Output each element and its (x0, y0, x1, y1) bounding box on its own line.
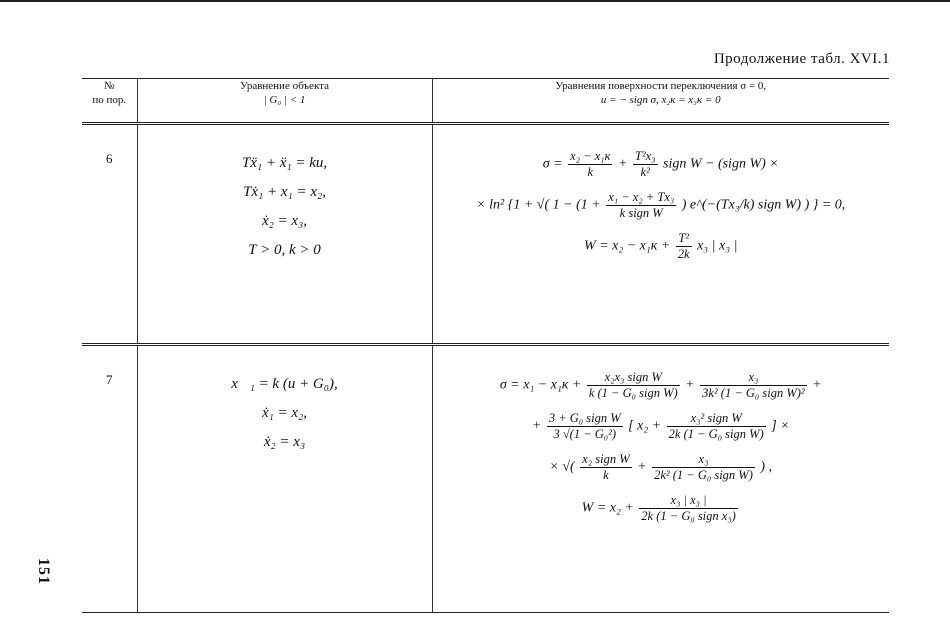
switch-line-2 (433, 411, 890, 442)
switch-line-2 (433, 190, 890, 221)
fraction-denominator: 2k (1 − G₀ sign W) (668, 427, 764, 441)
object-equations (137, 345, 432, 613)
fraction (606, 190, 676, 221)
switch-line-3 (433, 452, 890, 483)
table-continuation-label: Продолжение табл. XVI.1 (713, 51, 890, 67)
header-switch-line2: u = − sign σ, x₂к = x₃к = 0 (600, 94, 721, 106)
fraction-denominator: k (1 − G₀ sign W) (588, 386, 678, 400)
formula-text: + (812, 377, 822, 393)
header-switch-line1: Уравнения поверхности переключения σ = 0, (555, 80, 767, 92)
fraction-numerator: x₂x₃ sign W (587, 370, 680, 386)
formula-text: + (617, 156, 628, 172)
switching-equations (432, 124, 889, 345)
header-object-line2: | G₀ | < 1 (263, 94, 306, 106)
formula-text: σ = (542, 156, 563, 172)
fraction-denominator: 2k² (1 − G₀ sign W) (654, 468, 753, 482)
formula-text: σ = x₁ − x₁к + (499, 377, 582, 393)
fraction-numerator: 3 + G₀ sign W (548, 411, 621, 425)
object-equations (137, 124, 432, 345)
table-row (82, 124, 889, 345)
equations-table (82, 78, 889, 613)
fraction-denominator: k² (640, 165, 650, 179)
table-header-row (82, 79, 889, 124)
object-equation-line: Tẋ₁ + x₁ = x₂, (243, 184, 326, 200)
object-equation-line: T > 0, k > 0 (248, 242, 321, 258)
formula-text: W = x₂ − x₁к + (584, 238, 671, 254)
switch-line-1 (433, 370, 890, 401)
header-number-line2: по пор. (92, 94, 127, 106)
formula-text: [ x₂ + (628, 418, 662, 434)
formula-text: sign W − (sign W) × (663, 156, 779, 172)
object-equation-line: Tẍ₁ + ẍ₁ = ku, (241, 155, 328, 171)
switching-equations (432, 345, 889, 613)
formula-text: + (531, 418, 542, 434)
formula-text: × ln² {1 + √( 1 − (1 + (476, 197, 601, 213)
formula-text: + (685, 377, 695, 393)
fraction (652, 452, 755, 483)
switch-line-3 (433, 231, 890, 262)
object-equation-line: ẋ₂ = x₃, (261, 213, 308, 229)
formula-text: + (637, 459, 647, 475)
page-number: 151 (35, 558, 52, 585)
fraction (580, 452, 631, 483)
object-equation-line: x⃛₁ = k (u + G₀), (231, 376, 338, 392)
header-switching-surface (432, 79, 889, 124)
fraction (587, 370, 680, 401)
fraction-numerator: x₂ sign W (582, 452, 630, 466)
fraction-denominator: k (587, 165, 594, 179)
fraction-numerator: x₃ (700, 370, 807, 386)
fraction-numerator: x₃ | x₃ | (639, 493, 738, 509)
table-row (82, 345, 889, 613)
fraction-numerator: T² (676, 231, 692, 247)
fraction-denominator: k sign W (619, 206, 663, 220)
switch-line-4 (433, 493, 890, 524)
fraction-numerator: x₃² sign W (667, 411, 766, 427)
row-number: 7 (82, 345, 137, 613)
header-object-equation (137, 79, 432, 124)
object-equation-line: ẋ₁ = x₂, (261, 405, 308, 421)
fraction (639, 493, 738, 524)
object-equation-line: ẋ₂ = x₃ (263, 434, 306, 450)
fraction-numerator: x₂ − x₁к (570, 149, 611, 163)
fraction-numerator: x₃ (652, 452, 755, 468)
row-number: 6 (82, 124, 137, 345)
formula-text: x₃ | x₃ | (697, 238, 738, 254)
fraction (547, 411, 623, 442)
header-object-line1: Уравнение объекта (240, 80, 329, 92)
fraction-denominator: 2k (1 − G₀ sign x₃) (641, 509, 736, 523)
top-rule (0, 0, 950, 2)
fraction (633, 149, 658, 180)
fraction-numerator: x₁ − x₂ + Tx₃ (608, 190, 675, 204)
formula-text: ) e^(−(Tx₃/k) sign W) ) } = 0, (681, 197, 846, 213)
header-number (82, 79, 137, 124)
fraction-denominator: k (603, 468, 609, 482)
formula-text: × √( (549, 459, 575, 475)
fraction (700, 370, 807, 401)
fraction-denominator: 2k (677, 247, 690, 261)
fraction (667, 411, 766, 442)
fraction (568, 149, 612, 180)
formula-text: W = x₂ + (581, 500, 634, 516)
fraction-denominator: 3k² (1 − G₀ sign W)² (702, 386, 805, 400)
switch-line-1 (433, 149, 890, 180)
fraction (676, 231, 692, 262)
fraction-numerator: T²x₃ (634, 149, 656, 163)
header-number-line1: № (104, 80, 115, 92)
formula-text: ] × (771, 418, 790, 434)
formula-text: ) , (760, 459, 773, 475)
fraction-denominator: 3 √(1 − G₀²) (553, 427, 617, 441)
